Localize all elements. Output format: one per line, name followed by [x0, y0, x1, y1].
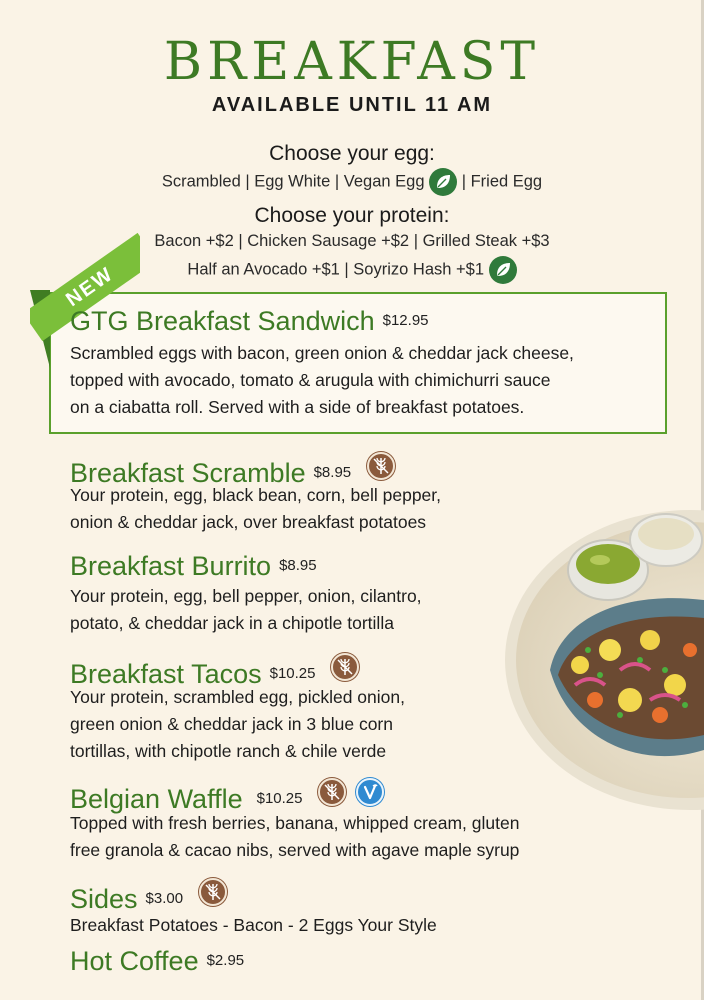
protein-options-line1: Bacon +$2 | Chicken Sausage +$2 | Grilled Steak +$3	[154, 232, 550, 250]
desc-line: tortillas, with chipotle ranch & chile verde	[70, 741, 387, 761]
desc-line: potato, & cheddar jack in a chipotle tortilla	[70, 613, 394, 633]
desc-line: Your protein, egg, black bean, corn, bell pepper,	[70, 485, 442, 505]
desc-line: onion & cheddar jack, over breakfast potatoes	[70, 512, 427, 532]
menu-item-price: $8.95	[279, 557, 317, 574]
protein-options-line2-text: Half an Avocado +$1 | Soyrizo Hash +$1	[187, 260, 484, 279]
menu-item-title: Belgian Waffle	[70, 784, 243, 814]
menu-item-price: $10.25	[256, 790, 303, 807]
new-badge: NEW	[30, 233, 140, 341]
menu-item-price: $2.95	[206, 952, 245, 969]
featured-item-title: GTG Breakfast Sandwich	[70, 306, 375, 336]
menu-item-desc	[70, 684, 660, 765]
menu-item-desc	[70, 810, 660, 864]
menu-item-title: Hot Coffee	[70, 946, 199, 976]
menu-item-desc	[70, 912, 660, 939]
wheat-icon	[318, 778, 346, 806]
desc-line: Your protein, egg, bell pepper, onion, cilantro,	[70, 586, 422, 606]
egg-options-text-b: | Fried Egg	[461, 172, 543, 191]
desc-line: Topped with fresh berries, banana, whipped cream, gluten	[70, 813, 520, 833]
featured-desc-line: on a ciabatta roll. Served with a side of breakfast potatoes.	[70, 397, 525, 417]
leaf-icon	[429, 168, 457, 196]
egg-options-text-a: Scrambled | Egg White | Vegan Egg	[161, 172, 425, 191]
menu-item-price: $3.00	[145, 890, 184, 907]
featured-item-price: $12.95	[382, 312, 429, 329]
wheat-icon	[367, 452, 395, 480]
menu-item-title: Breakfast Tacos	[70, 659, 262, 689]
menu-title: BREAKFAST	[163, 32, 541, 92]
menu-item-price: $8.95	[313, 464, 352, 481]
menu-item-desc	[70, 583, 660, 637]
leaf-icon	[489, 256, 517, 284]
menu-item-name	[70, 946, 244, 977]
wheat-icon	[199, 878, 227, 906]
menu-item-name	[70, 878, 227, 915]
featured-item-name	[70, 306, 429, 337]
desc-line: Your protein, scrambled egg, pickled onion,	[70, 687, 405, 707]
desc-line: Breakfast Potatoes - Bacon - 2 Eggs Your Style	[70, 915, 437, 935]
desc-line: free granola & cacao nibs, served with agave maple syrup	[70, 840, 520, 860]
menu-item-title: Sides	[70, 884, 138, 914]
menu-item-name	[70, 551, 317, 582]
desc-line: green onion & cheddar jack in 3 blue corn	[70, 714, 393, 734]
menu-item-price: $10.25	[269, 665, 316, 682]
egg-heading: Choose your egg:	[269, 142, 435, 165]
protein-heading: Choose your protein:	[254, 204, 450, 227]
wheat-icon	[331, 653, 359, 681]
featured-desc-line: topped with avocado, tomato & arugula with chimichurri sauce	[70, 370, 551, 390]
menu-subtitle: AVAILABLE UNTIL 11 AM	[211, 94, 493, 116]
menu-item-title: Breakfast Burrito	[70, 551, 272, 581]
menu-item-title: Breakfast Scramble	[70, 458, 306, 488]
menu-item-desc	[70, 482, 660, 536]
featured-desc-line: Scrambled eggs with bacon, green onion & cheddar jack cheese,	[70, 343, 574, 363]
vegan-v-icon	[356, 778, 384, 806]
egg-options	[0, 168, 704, 196]
featured-item-desc	[70, 340, 660, 421]
